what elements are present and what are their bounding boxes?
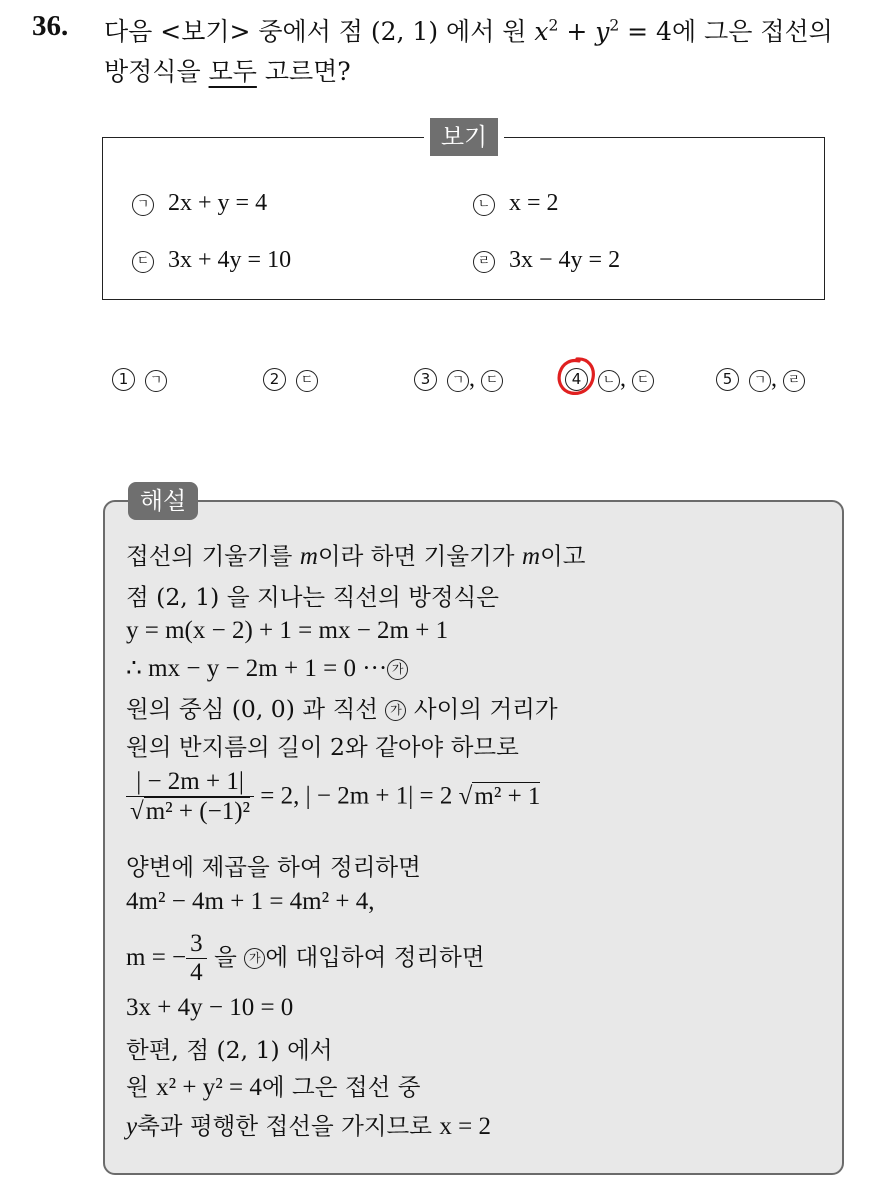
circled-ga-mark: 가 [387, 659, 408, 680]
bogi-item-2 [473, 190, 559, 217]
choice-number: 2 [263, 368, 286, 391]
bogi-equation: 2x + y = 4 [168, 190, 268, 216]
circled-mark: ㄱ [447, 370, 469, 392]
question-number: 36. [32, 10, 69, 42]
exp-equation: x² + y² = 4 [156, 1074, 262, 1101]
exp-line-13 [126, 1068, 421, 1102]
var-y: y [126, 1113, 138, 1140]
circled-mark: ㄱ [749, 370, 771, 392]
exp-equation: y = m(x − 2) + 1 = mx − 2m + 1 [126, 617, 449, 644]
exp-equation: = 2, | − 2m + 1| = 2 [254, 782, 459, 810]
eq-var-x: x [534, 17, 549, 46]
exp-line-4 [126, 653, 408, 683]
explanation-title: 해설 [128, 482, 198, 520]
exp-text: 에 그은 접선 중 [261, 1073, 421, 1101]
fraction [186, 930, 207, 987]
exp-line-7: $\frac{| - 2m + 1|}{\text{√m² + (−1)²}}$ = 2, | − 2m + 1| = 2 √m² + 1 [126, 768, 540, 826]
circled-mark: ㄷ [132, 251, 154, 273]
circled-mark: ㄹ [783, 370, 805, 392]
eq-rhs: = 4 [619, 17, 672, 46]
question-text: 다음 <보기> 중에서 점 (2, 1) 에서 원 [104, 17, 535, 46]
sqrt-content: m² + 1 [474, 782, 541, 810]
distance-fraction [126, 768, 254, 826]
circled-mark: ㄷ [481, 370, 503, 392]
bogi-box [102, 137, 825, 300]
bogi-item-4 [473, 247, 620, 274]
exp-equation: 4m² − 4m + 1 = 4m² + 4, [126, 888, 375, 915]
circled-mark: ㄹ [473, 251, 495, 273]
exp-text: 이라 하면 기울기가 [317, 542, 522, 570]
choice-1[interactable] [112, 366, 167, 393]
answer-mark-icon [555, 356, 597, 398]
exp-line-3 [126, 616, 448, 645]
circled-mark: ㄴ [473, 194, 495, 216]
fraction-denominator: √m² + (−1)² [126, 796, 254, 826]
fraction-numerator: 3 [190, 930, 203, 957]
choice-number: 5 [716, 368, 739, 391]
exp-equation: ∴ mx − y − 2m + 1 = 0 ··· [126, 655, 388, 682]
exp-line-9 [126, 887, 374, 916]
exp-line-12: 한편, 점 (2, 1) 에서 [126, 1036, 333, 1064]
exp-equation: 3x + 4y − 10 = 0 [126, 994, 294, 1021]
fraction-denominator: 4 [186, 958, 207, 987]
bogi-equation: 3x − 4y = 2 [509, 247, 621, 273]
bogi-item-3 [132, 247, 291, 274]
question-text-end: 에 그은 접선의 [671, 17, 833, 46]
circled-ga-mark: 가 [385, 700, 406, 721]
question-line-2 [104, 52, 351, 88]
exp-text: 접선의 기울기를 [126, 542, 300, 570]
bogi-title: 보기 [430, 118, 498, 156]
exp-line-8: 양변에 제곱을 하여 정리하면 [126, 853, 421, 881]
exp-text: 원의 중심 (0, 0) 과 직선 [126, 695, 386, 723]
exp-text: 사이의 거리가 [406, 695, 558, 723]
circled-mark: ㄱ [132, 194, 154, 216]
eq-var-y: y [595, 17, 610, 46]
exp-line-11 [126, 993, 293, 1022]
exp-text: 원 [126, 1073, 157, 1101]
bogi-equation: 3x + 4y = 10 [168, 247, 292, 273]
exp-equation: x = 2 [439, 1113, 492, 1140]
question-text: 방정식을 [104, 57, 209, 86]
circled-ga-mark: 가 [244, 948, 265, 969]
exp-line-1 [126, 537, 585, 571]
exp-line-2: 점 (2, 1) 을 지나는 직선의 방정식은 [126, 583, 499, 611]
choice-5[interactable]: 5 ㄱ , ㄹ [716, 366, 805, 393]
bogi-equation: x = 2 [509, 190, 559, 216]
question-line-1: 다음 <보기> 중에서 점 (2, 1) 에서 원 $x^2 + y^2 = 4$에 그은 접선의 [104, 16, 833, 46]
circled-mark: ㄱ [145, 370, 167, 392]
eq-plus: + [558, 17, 596, 46]
choice-3[interactable]: 3 ㄱ , ㄷ [414, 366, 503, 393]
choice-2[interactable] [263, 366, 318, 393]
circled-mark: ㄷ [296, 370, 318, 392]
exp-line-14 [126, 1107, 491, 1141]
exp-text: 축과 평행한 접선을 가지므로 [137, 1112, 440, 1140]
circled-mark: ㄷ [632, 370, 654, 392]
exp-text: 이고 [540, 542, 586, 570]
fraction-numerator: | − 2m + 1| [136, 768, 244, 795]
exp-line-10 [126, 930, 485, 987]
exp-line-5 [126, 690, 558, 724]
sqrt-content: m² + (−1)² [145, 798, 251, 825]
choice-number: 4 [565, 368, 588, 391]
var-m: m [299, 543, 318, 570]
question-text-end: 고르면? [256, 57, 351, 86]
exp-text: 을 [206, 943, 245, 971]
choice-number: 3 [414, 368, 437, 391]
exp-text: 에 대입하여 정리하면 [265, 943, 485, 971]
circled-mark: ㄴ [598, 370, 620, 392]
exp-line-6: 원의 반지름의 길이 2와 같아야 하므로 [126, 733, 519, 761]
bogi-item-1 [132, 190, 267, 217]
exp-equation: m = − [126, 944, 187, 971]
choice-4[interactable]: 4 ㄴ , ㄷ [565, 366, 654, 393]
var-m: m [521, 543, 541, 570]
choice-number: 1 [112, 368, 135, 391]
underlined-word: 모두 [208, 57, 257, 86]
